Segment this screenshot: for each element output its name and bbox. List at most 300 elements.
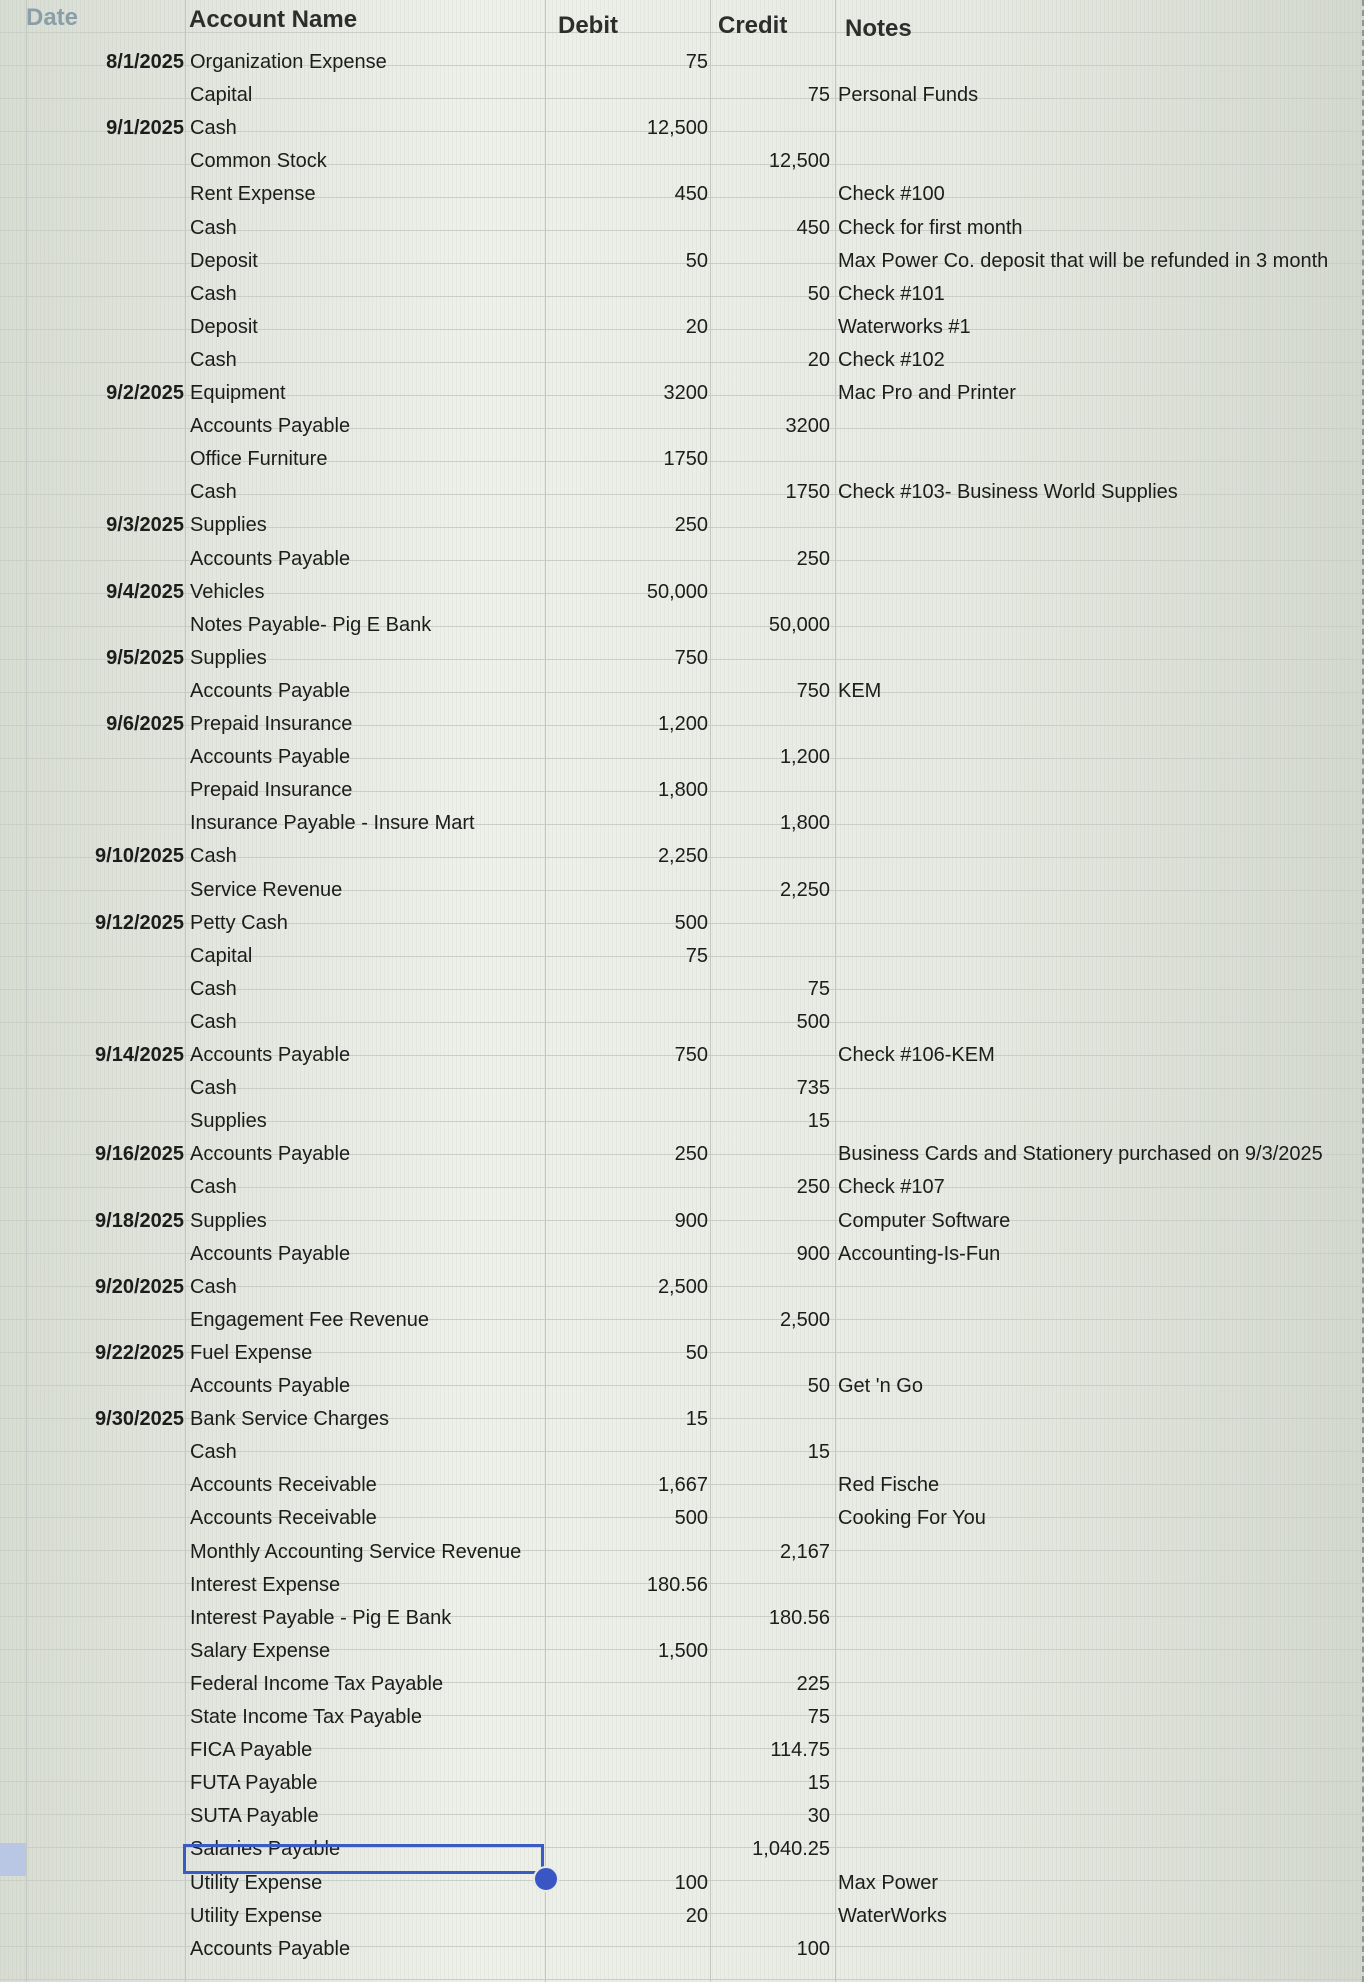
account-name-cell[interactable]: Deposit [190,249,258,272]
date-cell[interactable] [0,1867,184,1900]
debit-cell[interactable] [555,145,708,178]
debit-cell[interactable] [555,874,708,907]
account-name-cell[interactable]: Accounts Payable [190,1375,351,1397]
notes-cell[interactable]: Computer Software [838,1209,1011,1232]
date-cell[interactable] [0,1006,184,1039]
date-cell[interactable] [0,178,184,211]
credit-cell[interactable] [710,774,830,807]
account-name-cell[interactable]: Cash [190,1077,237,1100]
date-cell[interactable]: 9/20/2025 [95,1275,184,1298]
date-cell[interactable]: 9/14/2025 [95,1044,184,1066]
credit-cell[interactable]: 75 [807,977,830,1000]
date-cell[interactable] [0,410,184,443]
credit-cell[interactable] [710,46,830,79]
table-row [0,1238,1364,1271]
debit-cell[interactable] [555,1734,708,1767]
table-row [0,112,1364,145]
date-cell[interactable] [0,543,184,576]
account-name-cell[interactable]: Supplies [190,514,267,537]
debit-cell[interactable]: 15 [685,1408,708,1431]
credit-cell[interactable] [710,311,830,344]
credit-cell[interactable]: 180.56 [768,1606,830,1629]
credit-cell[interactable] [710,1569,830,1602]
notes-cell[interactable]: Check #103- Business World Supplies [838,481,1178,504]
debit-cell[interactable] [555,212,708,245]
credit-cell[interactable]: 50 [807,282,830,305]
debit-cell[interactable] [555,1171,708,1204]
credit-cell[interactable]: 735 [796,1077,830,1100]
notes-cell[interactable]: Personal Funds [838,84,979,107]
debit-cell[interactable]: 50,000 [646,580,708,603]
date-cell[interactable] [0,1304,184,1337]
table-row [0,1337,1364,1370]
debit-cell[interactable] [555,1304,708,1337]
credit-cell[interactable] [710,1403,830,1436]
credit-cell[interactable] [710,907,830,940]
debit-cell[interactable]: 20 [685,315,708,338]
account-name-cell[interactable]: Cash [190,216,237,239]
debit-cell[interactable] [555,1006,708,1039]
date-cell[interactable] [0,1933,184,1966]
date-cell[interactable]: 9/6/2025 [106,713,184,735]
debit-cell[interactable]: 180.56 [646,1573,708,1596]
debit-cell[interactable]: 500 [674,1507,708,1530]
account-name-cell[interactable]: Cash [190,1275,237,1298]
account-name-cell[interactable]: Prepaid Insurance [190,713,353,735]
debit-cell[interactable] [555,675,708,708]
table-row [0,1105,1364,1138]
header-date[interactable]: Date [26,4,79,31]
credit-cell[interactable] [710,1502,830,1535]
table-row [0,1767,1364,1800]
table-row [0,1006,1364,1039]
date-cell[interactable]: 9/18/2025 [95,1209,184,1232]
debit-cell[interactable] [555,1933,708,1966]
debit-cell[interactable] [555,1767,708,1800]
debit-cell[interactable] [555,609,708,642]
debit-cell[interactable] [555,476,708,509]
debit-cell[interactable] [555,1536,708,1569]
account-name-cell[interactable]: Notes Payable- Pig E Bank [190,613,432,636]
table-row [0,410,1364,443]
account-name-cell[interactable]: Accounts Payable [190,679,351,702]
credit-cell[interactable]: 450 [796,216,830,239]
debit-cell[interactable]: 750 [674,1044,708,1066]
account-name-cell[interactable]: Cash [190,282,237,305]
account-name-cell[interactable]: Accounts Receivable [190,1507,377,1530]
date-cell[interactable] [0,1602,184,1635]
date-cell[interactable] [0,741,184,774]
account-name-cell[interactable]: Cash [190,348,237,371]
date-cell[interactable]: 9/22/2025 [95,1341,184,1364]
date-cell[interactable]: 9/12/2025 [95,911,184,934]
credit-cell[interactable] [710,840,830,873]
date-cell[interactable] [0,344,184,377]
notes-cell[interactable]: Red Fische [838,1474,940,1497]
date-cell[interactable] [0,1635,184,1668]
table-row [0,675,1364,708]
credit-cell[interactable] [710,178,830,211]
debit-cell[interactable] [555,1370,708,1403]
table-row [0,1635,1364,1668]
table-row [0,1403,1364,1436]
account-name-cell[interactable]: Cash [190,977,237,1000]
credit-cell[interactable]: 114.75 [770,1739,830,1762]
date-cell[interactable] [0,774,184,807]
notes-cell[interactable]: Max Power Co. deposit that will be refunded in 3 month [838,249,1329,272]
table-row [0,1436,1364,1469]
selected-cell[interactable] [183,1844,544,1874]
credit-cell[interactable]: 50,000 [768,613,830,636]
account-name-cell[interactable]: Capital [190,84,253,107]
date-cell[interactable] [0,1502,184,1535]
account-name-cell[interactable]: Capital [190,944,253,967]
account-name-cell[interactable]: Accounts Payable [190,1242,351,1265]
date-cell[interactable] [0,1900,184,1933]
table-row [0,940,1364,973]
credit-cell[interactable]: 250 [796,1176,830,1199]
debit-cell[interactable]: 1,800 [657,779,708,802]
account-name-cell[interactable]: FUTA Payable [190,1772,318,1795]
table-row [0,212,1364,245]
table-row [0,178,1364,211]
credit-cell[interactable]: 250 [796,547,830,570]
account-name-cell[interactable]: Monthly Accounting Service Revenue [190,1540,522,1563]
table-row [0,807,1364,840]
account-name-cell[interactable]: Service Revenue [190,878,343,901]
debit-cell[interactable] [555,278,708,311]
credit-cell[interactable]: 15 [807,1772,830,1795]
fill-handle[interactable] [533,1866,559,1892]
date-cell[interactable] [0,940,184,973]
header-credit[interactable]: Credit [718,12,788,39]
debit-cell[interactable]: 2,500 [657,1275,708,1298]
table-row [0,1304,1364,1337]
table-row [0,840,1364,873]
table-row [0,1370,1364,1403]
credit-cell[interactable] [710,708,830,741]
notes-cell[interactable]: Cooking For You [838,1507,986,1530]
account-name-cell[interactable]: Fuel Expense [190,1341,313,1364]
account-name-cell[interactable]: Supplies [190,646,267,669]
debit-cell[interactable]: 1,500 [657,1639,708,1662]
account-name-cell[interactable]: Petty Cash [190,911,288,934]
table-row [0,1602,1364,1635]
date-cell[interactable] [0,311,184,344]
debit-cell[interactable]: 100 [674,1871,708,1894]
credit-cell[interactable]: 2,500 [779,1308,830,1331]
date-cell[interactable]: 9/2/2025 [106,382,184,404]
account-name-cell[interactable]: Salaries Payable [190,1838,341,1861]
account-name-cell[interactable]: SUTA Payable [190,1805,319,1828]
debit-cell[interactable] [555,1668,708,1701]
debit-cell[interactable] [555,1833,708,1866]
credit-cell[interactable]: 1,040.25 [752,1838,830,1861]
table-row [0,1933,1364,1966]
notes-cell[interactable]: Check #102 [838,348,945,371]
credit-cell[interactable]: 12,500 [768,150,830,173]
debit-cell[interactable]: 250 [674,514,708,537]
notes-cell[interactable]: Check #100 [838,183,945,206]
account-name-cell[interactable]: Interest Payable - Pig E Bank [190,1606,452,1629]
header-row [0,0,1364,50]
debit-cell[interactable] [555,1238,708,1271]
debit-cell[interactable] [555,1436,708,1469]
credit-cell[interactable]: 225 [796,1672,830,1695]
account-name-cell[interactable]: Cash [190,481,237,504]
date-cell[interactable] [0,1833,184,1866]
debit-cell[interactable] [555,807,708,840]
account-name-cell[interactable]: Accounts Payable [190,1937,351,1960]
credit-cell[interactable]: 1,200 [779,746,830,769]
table-row [0,1734,1364,1767]
credit-cell[interactable]: 750 [796,679,830,702]
table-row [0,443,1364,476]
account-name-cell[interactable]: FICA Payable [190,1739,313,1762]
debit-cell[interactable] [555,741,708,774]
table-row [0,642,1364,675]
credit-cell[interactable] [710,443,830,476]
date-cell[interactable]: 9/30/2025 [95,1408,184,1431]
debit-cell[interactable]: 75 [685,944,708,967]
debit-cell[interactable]: 250 [674,1143,708,1166]
account-name-cell[interactable]: Cash [190,1176,237,1199]
account-name-cell[interactable]: Supplies [190,1209,267,1232]
date-cell[interactable]: 8/1/2025 [106,51,184,73]
date-cell[interactable]: 9/3/2025 [106,514,184,537]
table-row [0,1668,1364,1701]
debit-cell[interactable] [555,543,708,576]
date-cell[interactable] [0,476,184,509]
date-cell[interactable] [0,1800,184,1833]
credit-cell[interactable]: 900 [796,1242,830,1265]
notes-cell[interactable]: Get 'n Go [838,1375,923,1397]
credit-cell[interactable] [710,112,830,145]
credit-cell[interactable] [710,1469,830,1502]
credit-cell[interactable]: 50 [807,1375,830,1397]
account-name-cell[interactable]: Cash [190,117,237,140]
account-name-cell[interactable]: Utility Expense [190,1904,323,1927]
date-cell[interactable] [0,212,184,245]
account-name-cell[interactable]: Accounts Receivable [190,1474,377,1497]
table-row [0,1536,1364,1569]
date-cell[interactable] [0,973,184,1006]
date-cell[interactable] [0,1767,184,1800]
account-name-cell[interactable]: Rent Expense [190,183,316,206]
date-cell[interactable]: 9/10/2025 [95,845,184,868]
credit-cell[interactable]: 30 [807,1805,830,1828]
debit-cell[interactable]: 1,667 [657,1474,708,1497]
table-row [0,145,1364,178]
date-cell[interactable] [0,1668,184,1701]
debit-cell[interactable] [555,1701,708,1734]
date-cell[interactable] [0,245,184,278]
notes-cell[interactable]: Waterworks #1 [838,315,971,338]
account-name-cell[interactable]: Cash [190,845,237,868]
credit-cell[interactable] [710,1867,830,1900]
credit-cell[interactable] [710,1271,830,1304]
account-name-cell[interactable]: Organization Expense [190,51,387,73]
account-name-cell[interactable]: Federal Income Tax Payable [190,1672,444,1695]
notes-cell[interactable]: Check #101 [838,282,945,305]
credit-cell[interactable]: 2,250 [779,878,830,901]
date-cell[interactable] [0,609,184,642]
table-row [0,245,1364,278]
date-cell[interactable] [0,1436,184,1469]
debit-cell[interactable] [555,79,708,112]
table-row [0,1800,1364,1833]
header-account-name[interactable]: Account Name [189,6,358,33]
credit-cell[interactable] [710,1337,830,1370]
notes-cell[interactable]: Accounting-Is-Fun [838,1242,1001,1265]
credit-cell[interactable]: 100 [796,1937,830,1960]
notes-cell[interactable]: KEM [838,679,882,702]
date-cell[interactable] [0,874,184,907]
account-name-cell[interactable]: Deposit [190,315,258,338]
debit-cell[interactable]: 750 [674,646,708,669]
credit-cell[interactable]: 75 [807,84,830,107]
debit-cell[interactable] [555,1800,708,1833]
date-cell[interactable] [0,1171,184,1204]
debit-cell[interactable] [555,1072,708,1105]
notes-cell[interactable]: Mac Pro and Printer [838,382,1016,404]
debit-cell[interactable]: 1750 [663,448,708,471]
credit-cell[interactable] [710,1039,830,1072]
credit-cell[interactable]: 15 [807,1441,830,1464]
date-cell[interactable] [0,1238,184,1271]
date-cell[interactable] [0,1569,184,1602]
table-row [0,1701,1364,1734]
debit-cell[interactable]: 50 [685,249,708,272]
date-cell[interactable] [0,1701,184,1734]
date-cell[interactable] [0,675,184,708]
account-name-cell[interactable]: Insurance Payable - Insure Mart [190,812,475,835]
account-name-cell[interactable]: Equipment [190,382,286,404]
table-row [0,1039,1364,1072]
notes-cell[interactable]: Check #107 [838,1176,945,1199]
account-name-cell[interactable]: Prepaid Insurance [190,779,353,802]
notes-cell[interactable]: Business Cards and Stationery purchased on 9/3/2025 [838,1143,1323,1166]
credit-cell[interactable] [710,509,830,542]
account-name-cell[interactable]: Cash [190,1441,237,1464]
account-name-cell[interactable]: Accounts Payable [190,547,351,570]
account-name-cell[interactable]: Utility Expense [190,1871,323,1894]
account-name-cell[interactable]: Engagement Fee Revenue [190,1308,430,1331]
account-name-cell[interactable]: Accounts Payable [190,415,351,438]
account-name-cell[interactable]: Common Stock [190,150,327,173]
credit-cell[interactable] [710,642,830,675]
credit-cell[interactable]: 15 [807,1110,830,1133]
credit-cell[interactable]: 75 [807,1706,830,1728]
debit-cell[interactable] [555,344,708,377]
date-cell[interactable] [0,1536,184,1569]
debit-cell[interactable]: 50 [685,1341,708,1364]
date-cell[interactable] [0,1734,184,1767]
debit-cell[interactable] [555,973,708,1006]
date-cell[interactable] [0,79,184,112]
notes-cell[interactable]: Check #106-KEM [838,1044,995,1066]
credit-cell[interactable]: 500 [796,1010,830,1033]
debit-cell[interactable]: 3200 [663,382,708,404]
date-cell[interactable] [0,443,184,476]
account-name-cell[interactable]: Bank Service Charges [190,1408,389,1431]
notes-cell[interactable]: Check for first month [838,216,1023,239]
debit-cell[interactable]: 500 [674,911,708,934]
credit-cell[interactable] [710,245,830,278]
debit-cell[interactable]: 75 [685,51,708,73]
date-cell[interactable]: 9/16/2025 [95,1143,184,1166]
account-name-cell[interactable]: State Income Tax Payable [190,1706,422,1728]
credit-cell[interactable] [710,1635,830,1668]
date-cell[interactable] [0,278,184,311]
account-name-cell[interactable]: Supplies [190,1110,267,1133]
table-row [0,311,1364,344]
credit-cell[interactable]: 1750 [785,481,830,504]
header-debit[interactable]: Debit [558,12,618,39]
notes-cell[interactable]: Max Power [838,1871,939,1894]
credit-cell[interactable] [710,1205,830,1238]
date-cell[interactable]: 9/4/2025 [106,580,184,603]
table-row [0,609,1364,642]
credit-cell[interactable] [710,576,830,609]
debit-cell[interactable] [555,1602,708,1635]
credit-cell[interactable]: 20 [807,348,830,371]
credit-cell[interactable]: 1,800 [779,812,830,835]
date-cell[interactable] [0,1469,184,1502]
table-row [0,774,1364,807]
debit-cell[interactable]: 900 [674,1209,708,1232]
notes-cell[interactable]: WaterWorks [838,1904,947,1927]
account-name-cell[interactable]: Accounts Payable [190,1143,351,1166]
debit-cell[interactable] [555,1105,708,1138]
table-row [0,576,1364,609]
debit-cell[interactable]: 1,200 [657,713,708,735]
credit-cell[interactable] [710,940,830,973]
account-name-cell[interactable]: Cash [190,1010,237,1033]
date-cell[interactable] [0,807,184,840]
credit-cell[interactable] [710,1900,830,1933]
account-name-cell[interactable]: Accounts Payable [190,1044,351,1066]
credit-cell[interactable]: 3200 [785,415,830,438]
debit-cell[interactable]: 2,250 [657,845,708,868]
date-cell[interactable]: 9/1/2025 [106,117,184,140]
debit-cell[interactable]: 12,500 [646,117,708,140]
date-cell[interactable] [0,145,184,178]
table-row [0,344,1364,377]
credit-cell[interactable]: 2,167 [779,1540,830,1563]
date-cell[interactable] [0,1072,184,1105]
account-name-cell[interactable]: Salary Expense [190,1639,331,1662]
date-cell[interactable] [0,1105,184,1138]
credit-cell[interactable] [710,1138,830,1171]
account-name-cell[interactable]: Office Furniture [190,448,328,471]
debit-cell[interactable] [555,410,708,443]
table-row [0,1205,1364,1238]
header-notes[interactable]: Notes [845,15,912,42]
debit-cell[interactable]: 20 [685,1904,708,1927]
account-name-cell[interactable]: Interest Expense [190,1573,341,1596]
account-name-cell[interactable]: Vehicles [190,580,265,603]
account-name-cell[interactable]: Accounts Payable [190,746,351,769]
table-row [0,1072,1364,1105]
date-cell[interactable] [0,1370,184,1403]
table-row [0,1900,1364,1933]
credit-cell[interactable] [710,377,830,410]
table-row [0,79,1364,112]
table-row [0,907,1364,940]
date-cell[interactable]: 9/5/2025 [106,646,184,669]
debit-cell[interactable]: 450 [674,183,708,206]
